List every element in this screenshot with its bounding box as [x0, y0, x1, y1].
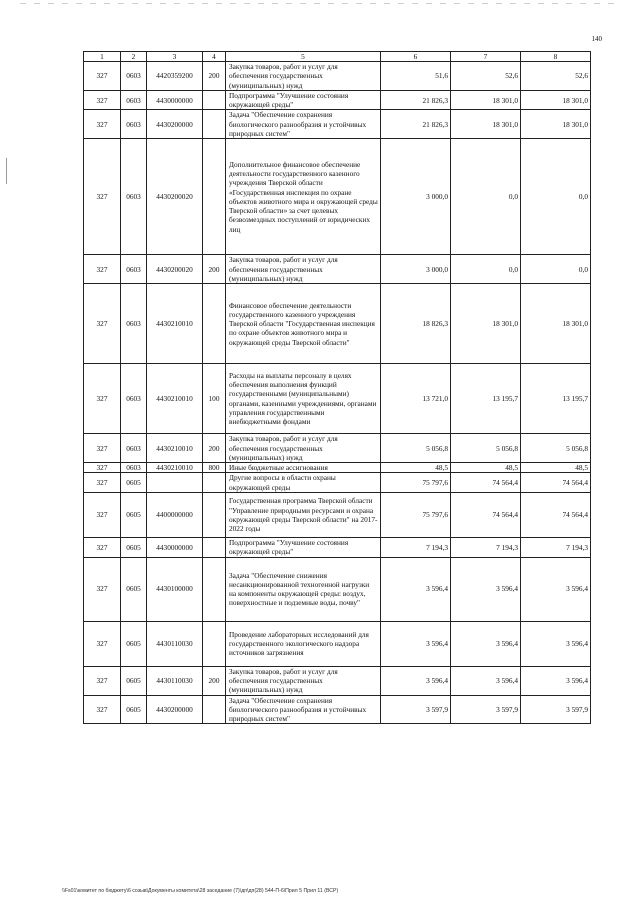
- cell-expense-type-code: [203, 557, 226, 621]
- cell-description: Подпрограмма "Улучшение состояния окружающей среды": [226, 538, 381, 558]
- cell-amount-year-1: 21 826,3: [381, 90, 451, 110]
- cell-target-article-code: 4430210010: [147, 463, 203, 473]
- cell-grbs-code: 327: [84, 90, 121, 110]
- cell-section-code: 0603: [121, 62, 147, 91]
- cell-expense-type-code: 200: [203, 434, 226, 463]
- cell-amount-year-2: 0,0: [451, 139, 521, 255]
- header-col-7: 7: [451, 52, 521, 62]
- cell-target-article-code: 4430110030: [147, 666, 203, 695]
- footer-file-path: \\Fs01\комитет по бюджету\6 созыв\Документы комитета\28 заседание (7)\дп\дп(28) 544-П-6\Прил 5 Прил 11 (ВСР): [62, 888, 339, 894]
- cell-description: Задача "Обеспечение сохранения биологического разнообразия и устойчивых природных систем": [226, 110, 381, 139]
- table-row: [84, 110, 591, 139]
- cell-amount-year-3: 18 301,0: [521, 110, 591, 139]
- cell-section-code: 0605: [121, 695, 147, 724]
- cell-amount-year-1: 3 000,0: [381, 139, 451, 255]
- cell-amount-year-2: 74 564,4: [451, 493, 521, 538]
- cell-amount-year-2: 7 194,3: [451, 538, 521, 558]
- cell-expense-type-code: 200: [203, 255, 226, 284]
- cell-amount-year-1: 48,5: [381, 463, 451, 473]
- cell-expense-type-code: [203, 621, 226, 666]
- cell-expense-type-code: 200: [203, 62, 226, 91]
- cell-grbs-code: 327: [84, 434, 121, 463]
- cell-grbs-code: 327: [84, 493, 121, 538]
- header-col-4: 4: [203, 52, 226, 62]
- cell-description: Финансовое обеспечение деятельности государственного казенного учреждения Тверской области "Государственная инспекция по охране объектов животного мира и окружающей среды Тверской области": [226, 284, 381, 364]
- cell-target-article-code: 4430200020: [147, 139, 203, 255]
- cell-amount-year-1: 75 797,6: [381, 473, 451, 493]
- cell-target-article-code: 4430000000: [147, 90, 203, 110]
- header-col-1: 1: [84, 52, 121, 62]
- table-row: [84, 139, 591, 255]
- cell-expense-type-code: [203, 538, 226, 558]
- cell-grbs-code: 327: [84, 255, 121, 284]
- cell-amount-year-3: 18 301,0: [521, 90, 591, 110]
- cell-section-code: 0603: [121, 139, 147, 255]
- cell-section-code: 0603: [121, 110, 147, 139]
- cell-amount-year-3: 3 596,4: [521, 557, 591, 621]
- table-row: [84, 666, 591, 695]
- cell-amount-year-1: 7 194,3: [381, 538, 451, 558]
- cell-amount-year-1: 13 721,0: [381, 364, 451, 434]
- cell-amount-year-1: 75 797,6: [381, 493, 451, 538]
- page-number: 140: [591, 35, 602, 43]
- cell-amount-year-3: 74 564,4: [521, 473, 591, 493]
- table-body: [84, 62, 591, 724]
- cell-description: Задача "Обеспечение снижения несанкционированной техногенной нагрузки на компоненты окружающей среды: воздух, поверхностные и подземные воды, почву": [226, 557, 381, 621]
- cell-amount-year-3: 7 194,3: [521, 538, 591, 558]
- cell-description: Другие вопросы в области охраны окружающей среды: [226, 473, 381, 493]
- table-row: [84, 557, 591, 621]
- table-row: [84, 434, 591, 463]
- cell-section-code: 0605: [121, 493, 147, 538]
- cell-amount-year-1: 3 596,4: [381, 557, 451, 621]
- cell-grbs-code: 327: [84, 62, 121, 91]
- cell-amount-year-3: 74 564,4: [521, 493, 591, 538]
- cell-target-article-code: 4420359200: [147, 62, 203, 91]
- cell-amount-year-2: 18 301,0: [451, 90, 521, 110]
- cell-grbs-code: 327: [84, 538, 121, 558]
- cell-section-code: 0603: [121, 284, 147, 364]
- cell-grbs-code: 327: [84, 463, 121, 473]
- table-row: [84, 364, 591, 434]
- cell-section-code: 0605: [121, 666, 147, 695]
- cell-section-code: 0605: [121, 621, 147, 666]
- cell-amount-year-1: 3 596,4: [381, 666, 451, 695]
- cell-expense-type-code: [203, 90, 226, 110]
- cell-amount-year-2: 74 564,4: [451, 473, 521, 493]
- cell-target-article-code: 4430100000: [147, 557, 203, 621]
- cell-grbs-code: 327: [84, 139, 121, 255]
- table-row: [84, 463, 591, 473]
- cell-amount-year-1: 3 596,4: [381, 621, 451, 666]
- cell-amount-year-2: 3 596,4: [451, 557, 521, 621]
- cell-amount-year-3: 0,0: [521, 139, 591, 255]
- cell-expense-type-code: 200: [203, 666, 226, 695]
- cell-amount-year-1: 3 000,0: [381, 255, 451, 284]
- cell-description: Закупка товаров, работ и услуг для обеспечения государственных (муниципальных) нужд: [226, 62, 381, 91]
- cell-amount-year-3: 52,6: [521, 62, 591, 91]
- cell-amount-year-2: 18 301,0: [451, 110, 521, 139]
- cell-expense-type-code: 100: [203, 364, 226, 434]
- table-row: [84, 90, 591, 110]
- cell-target-article-code: 4430200000: [147, 110, 203, 139]
- cell-amount-year-1: 51,6: [381, 62, 451, 91]
- cell-section-code: 0603: [121, 90, 147, 110]
- cell-grbs-code: 327: [84, 364, 121, 434]
- cell-amount-year-2: 5 056,8: [451, 434, 521, 463]
- cell-section-code: 0603: [121, 364, 147, 434]
- header-col-3: 3: [147, 52, 203, 62]
- cell-amount-year-3: 3 596,4: [521, 666, 591, 695]
- cell-section-code: 0603: [121, 463, 147, 473]
- cell-expense-type-code: [203, 493, 226, 538]
- cell-amount-year-2: 48,5: [451, 463, 521, 473]
- cell-amount-year-1: 18 826,3: [381, 284, 451, 364]
- cell-description: Расходы на выплаты персоналу в целях обеспечения выполнения функций государственными (муниципальными) органами, казенными учреждениями, органами управления государственными внебюджетными фондами: [226, 364, 381, 434]
- cell-description: Проведение лабораторных исследований для государственного экологического надзора источников загрязнения: [226, 621, 381, 666]
- cell-amount-year-3: 3 597,9: [521, 695, 591, 724]
- cell-description: Задача "Обеспечение сохранения биологического разнообразия и устойчивых природных систем": [226, 695, 381, 724]
- cell-target-article-code: 4430110030: [147, 621, 203, 666]
- cell-amount-year-1: 5 056,8: [381, 434, 451, 463]
- cell-expense-type-code: [203, 139, 226, 255]
- table-row: [84, 284, 591, 364]
- cell-description: Закупка товаров, работ и услуг для обеспечения государственных (муниципальных) нужд: [226, 434, 381, 463]
- table-row: [84, 255, 591, 284]
- cell-grbs-code: 327: [84, 110, 121, 139]
- cell-grbs-code: 327: [84, 284, 121, 364]
- cell-description: Государственная программа Тверской области "Управление природными ресурсами и охрана окружающей среды Тверской области" на 2017-2022 годы: [226, 493, 381, 538]
- cell-amount-year-3: 48,5: [521, 463, 591, 473]
- header-col-2: 2: [121, 52, 147, 62]
- header-col-5: 5: [226, 52, 381, 62]
- cell-grbs-code: 327: [84, 666, 121, 695]
- cell-description: Закупка товаров, работ и услуг для обеспечения государственных (муниципальных) нужд: [226, 255, 381, 284]
- cell-section-code: 0605: [121, 557, 147, 621]
- table-row: [84, 621, 591, 666]
- cell-section-code: 0605: [121, 538, 147, 558]
- cell-amount-year-1: 21 826,3: [381, 110, 451, 139]
- cell-grbs-code: 327: [84, 473, 121, 493]
- table-row: [84, 538, 591, 558]
- cell-amount-year-2: 3 596,4: [451, 666, 521, 695]
- cell-section-code: 0605: [121, 473, 147, 493]
- cell-section-code: 0603: [121, 255, 147, 284]
- table-row: [84, 493, 591, 538]
- cell-target-article-code: 4430200000: [147, 695, 203, 724]
- cell-amount-year-3: 3 596,4: [521, 621, 591, 666]
- cell-target-article-code: 4400000000: [147, 493, 203, 538]
- cell-amount-year-2: 13 195,7: [451, 364, 521, 434]
- cell-target-article-code: 4430210010: [147, 284, 203, 364]
- cell-expense-type-code: [203, 110, 226, 139]
- cell-description: Подпрограмма "Улучшение состояния окружающей среды": [226, 90, 381, 110]
- cell-amount-year-3: 18 301,0: [521, 284, 591, 364]
- budget-table: [83, 51, 591, 724]
- cell-description: Дополнительное финансовое обеспечение деятельности государственного казенного учреждения Тверской области «Государственная инспекция по охране объектов животного мира и окружающей среды Тверской области» за счет целевых безвозмездных поступлений от юридических лиц: [226, 139, 381, 255]
- cell-target-article-code: 4430210010: [147, 434, 203, 463]
- cell-target-article-code: 4430000000: [147, 538, 203, 558]
- cell-target-article-code: 4430210010: [147, 364, 203, 434]
- table-row: [84, 62, 591, 91]
- scan-artifact-line: [20, 3, 620, 4]
- cell-description: Закупка товаров, работ и услуг для обеспечения государственных (муниципальных) нужд: [226, 666, 381, 695]
- header-col-8: 8: [521, 52, 591, 62]
- cell-target-article-code: [147, 473, 203, 493]
- cell-expense-type-code: [203, 473, 226, 493]
- cell-target-article-code: 4430200020: [147, 255, 203, 284]
- cell-amount-year-2: 3 596,4: [451, 621, 521, 666]
- cell-section-code: 0603: [121, 434, 147, 463]
- cell-grbs-code: 327: [84, 621, 121, 666]
- cell-grbs-code: 327: [84, 695, 121, 724]
- cell-amount-year-3: 13 195,7: [521, 364, 591, 434]
- cell-expense-type-code: [203, 695, 226, 724]
- cell-amount-year-3: 0,0: [521, 255, 591, 284]
- header-col-6: 6: [381, 52, 451, 62]
- cell-amount-year-2: 18 301,0: [451, 284, 521, 364]
- cell-expense-type-code: 800: [203, 463, 226, 473]
- cell-expense-type-code: [203, 284, 226, 364]
- table-header-row: [84, 52, 591, 62]
- cell-amount-year-2: 3 597,9: [451, 695, 521, 724]
- table-row: [84, 695, 591, 724]
- cell-amount-year-1: 3 597,9: [381, 695, 451, 724]
- cell-description: Иные бюджетные ассигнования: [226, 463, 381, 473]
- cell-amount-year-3: 5 056,8: [521, 434, 591, 463]
- cell-amount-year-2: 52,6: [451, 62, 521, 91]
- scan-artifact-mark: [6, 158, 7, 184]
- cell-grbs-code: 327: [84, 557, 121, 621]
- table-row: [84, 473, 591, 493]
- cell-amount-year-2: 0,0: [451, 255, 521, 284]
